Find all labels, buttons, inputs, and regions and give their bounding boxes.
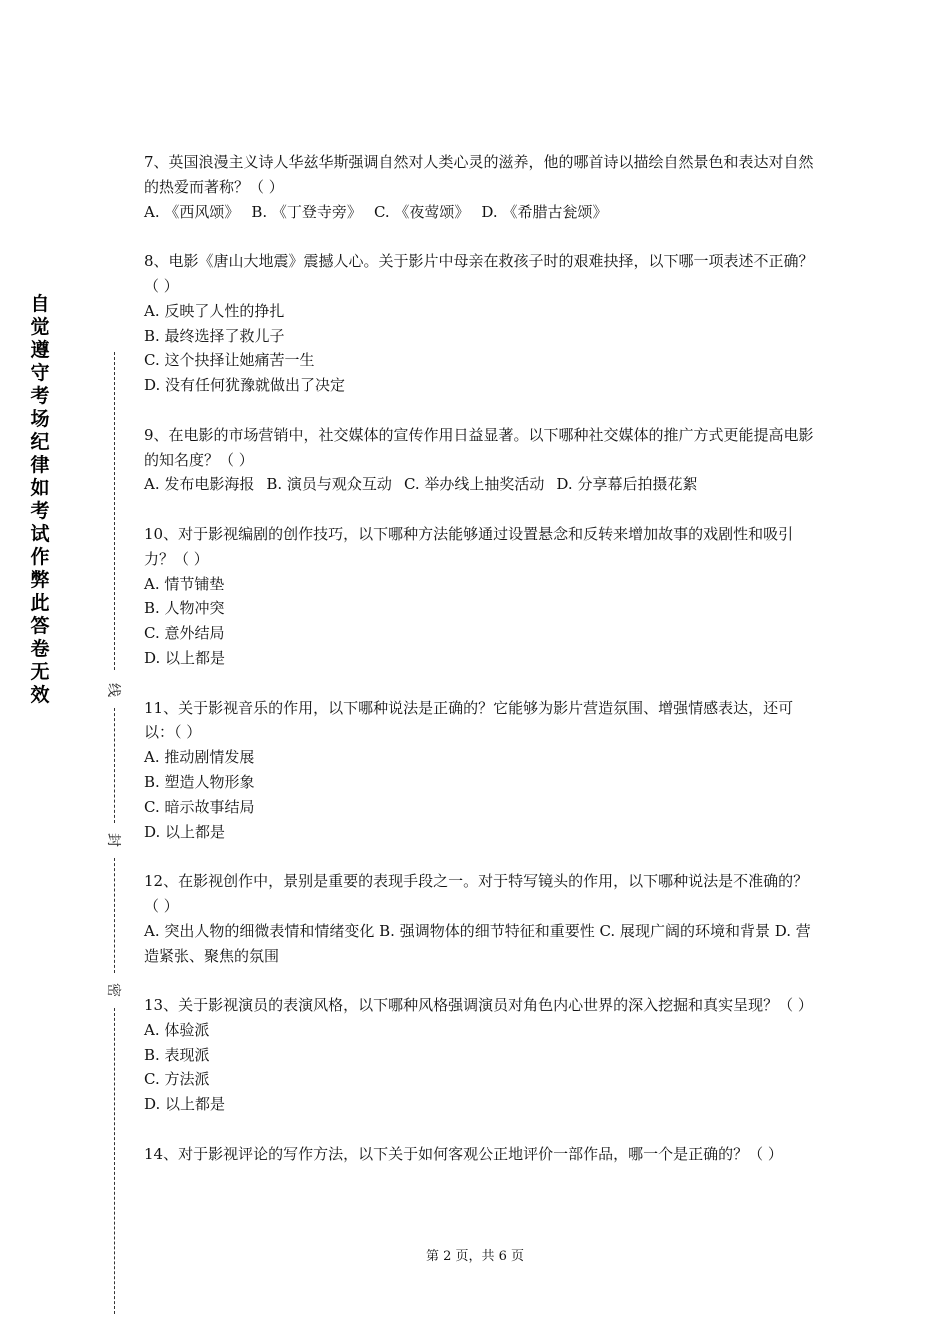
notice-char: 效: [30, 684, 50, 706]
option-c: C. 暗示故事结局: [144, 797, 255, 816]
option-a: A. 体验派: [144, 1020, 210, 1039]
notice-char: 如: [30, 477, 50, 499]
option-c: C. 意外结局: [144, 624, 225, 643]
option-row: [144, 200, 814, 225]
option-d: D. 没有任何犹豫就做出了决定: [144, 376, 346, 395]
notice-char: 无: [30, 661, 50, 683]
binding-mark-seal: 封: [104, 832, 124, 848]
option-d: D. 以上都是: [144, 648, 226, 667]
binding-mark-line: 线: [104, 682, 124, 698]
option-b: B. 人物冲突: [144, 599, 225, 618]
binding-dashed-line: [114, 858, 115, 973]
binding-mark-secret: 密: [104, 982, 124, 998]
page-number: 第 2 页，共 6 页: [425, 1249, 525, 1264]
question-list: [144, 150, 814, 1191]
question-14: [144, 1142, 814, 1167]
option-block: A. 突出人物的细微表情和情绪变化 B. 强调物体的细节特征和重要性 C. 展现广阔的环境和背景 D. 营造紧张、聚焦的氛围: [144, 921, 811, 965]
question-stem: 11、关于影视音乐的作用，以下哪种说法是正确的？它能够为影片营造氛围、增强情感表达，还可以：（ ）: [144, 698, 794, 742]
option-b: B. 演员与观众互动: [266, 475, 392, 494]
option-a: A. 情节铺垫: [144, 574, 225, 593]
notice-char: 卷: [30, 638, 50, 660]
question-stem: 12、在影视创作中，景别是重要的表现手段之一。对于特写镜头的作用，以下哪种说法是不准确的？（ ）: [144, 872, 809, 915]
question-stem: 7、英国浪漫主义诗人华兹华斯强调自然对人类心灵的滋养，他的哪首诗以描绘自然景色和表达对自然的热爱而著称？（ ）: [144, 153, 814, 196]
notice-char: 作: [30, 546, 50, 568]
question-stem: 9、在电影的市场营销中，社交媒体的宣传作用日益显著。以下哪种社交媒体的推广方式更能提高电影的知名度？（ ）: [144, 425, 814, 469]
option-b: B. 塑造人物形象: [144, 772, 255, 791]
notice-char: 纪: [30, 431, 50, 453]
question-7: [144, 150, 814, 224]
question-13: [144, 993, 814, 1117]
question-12: [144, 869, 814, 968]
option-a: A. 《西风颂》: [144, 202, 240, 221]
notice-char: 答: [30, 615, 50, 637]
option-b: B. 《丁登寺旁》: [251, 202, 362, 221]
option-row: [144, 472, 814, 497]
question-10: [144, 522, 814, 671]
notice-char: 自: [30, 293, 50, 315]
notice-char: 守: [30, 362, 50, 384]
option-d: D. 分享幕后拍摄花絮: [556, 475, 698, 494]
option-a: A. 发布电影海报: [144, 475, 255, 494]
question-stem: 8、电影《唐山大地震》震撼人心。关于影片中母亲在救孩子时的艰难抉择，以下哪一项表述不正确？（ ）: [144, 252, 814, 295]
notice-char: 考: [30, 385, 50, 407]
notice-char: 遵: [30, 339, 50, 361]
binding-dashed-line: [114, 708, 115, 823]
notice-char: 试: [30, 523, 50, 545]
question-11: [144, 696, 814, 845]
option-b: B. 表现派: [144, 1045, 210, 1064]
question-stem: 13、关于影视演员的表演风格，以下哪种风格强调演员对角色内心世界的深入挖掘和真实呈现？（ ）: [144, 996, 813, 1015]
exam-discipline-notice: [28, 293, 52, 707]
option-c: C. 《夜莺颂》: [373, 202, 470, 221]
option-c: C. 这个抉择让她痛苦一生: [144, 351, 315, 370]
option-c: C. 方法派: [144, 1070, 210, 1089]
option-d: D. 以上都是: [144, 1095, 226, 1114]
binding-dashed-line: [114, 352, 115, 670]
notice-char: 律: [30, 454, 50, 476]
option-a: A. 反映了人性的挣扎: [144, 301, 285, 320]
notice-char: 考: [30, 500, 50, 522]
question-stem: 10、对于影视编剧的创作技巧，以下哪种方法能够通过设置悬念和反转来增加故事的戏剧性和吸引力？（ ）: [144, 524, 794, 568]
notice-char: 觉: [30, 316, 50, 338]
option-d: D. 以上都是: [144, 822, 226, 841]
question-8: [144, 249, 814, 398]
option-b: B. 最终选择了救儿子: [144, 326, 285, 345]
option-d: D. 《希腊古瓮颂》: [481, 202, 608, 221]
option-c: C. 举办线上抽奖活动: [403, 475, 545, 494]
notice-char: 弊: [30, 569, 50, 591]
question-stem: 14、对于影视评论的写作方法，以下关于如何客观公正地评价一部作品，哪一个是正确的？（ ）: [144, 1144, 783, 1163]
binding-dashed-line: [114, 1008, 115, 1314]
notice-char: 场: [30, 408, 50, 430]
question-9: [144, 423, 814, 497]
option-a: A. 推动剧情发展: [144, 748, 255, 767]
notice-char: 此: [30, 592, 50, 614]
